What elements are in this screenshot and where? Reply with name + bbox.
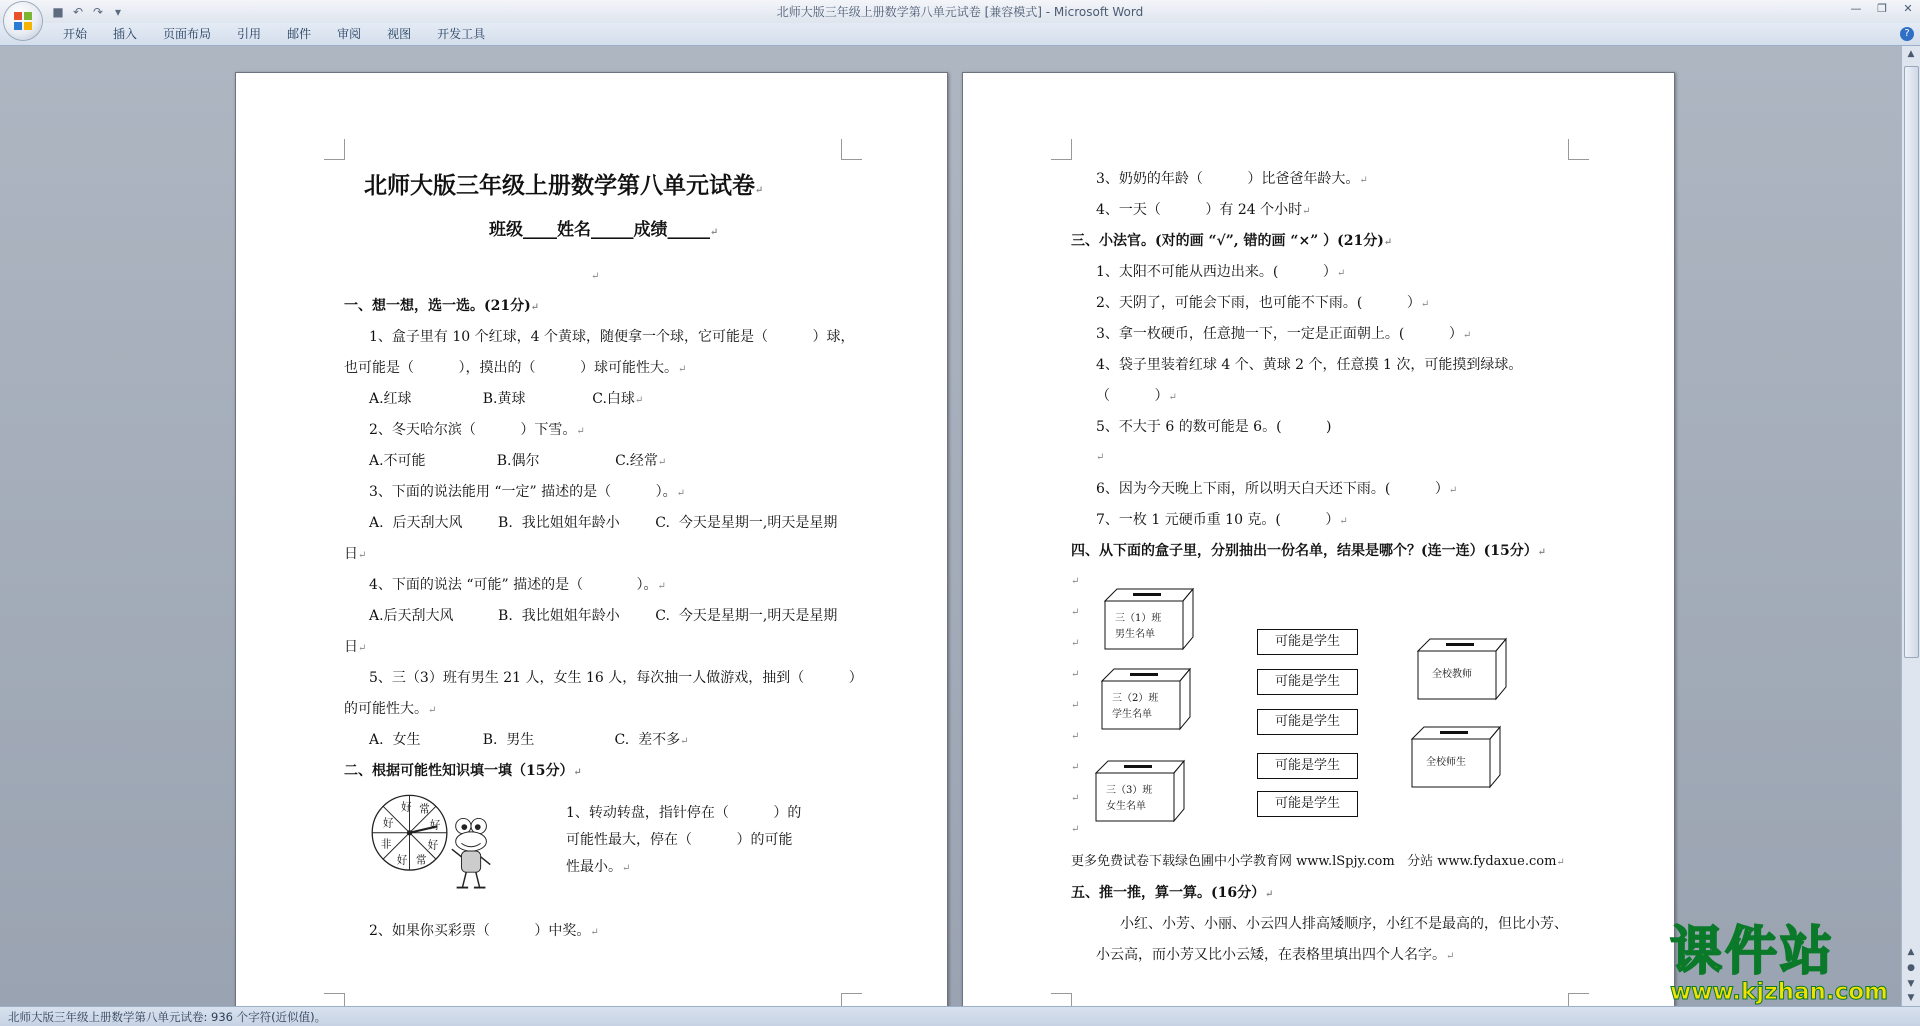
candidate-box: 可能是学生	[1257, 669, 1358, 695]
question-3-options-cont: 日↵	[344, 546, 367, 562]
box-label-line-1: 三（2）班	[1112, 693, 1159, 704]
crop-mark	[1568, 139, 1589, 160]
watermark-title: 课件站	[1670, 922, 1836, 982]
crop-mark	[1051, 139, 1072, 160]
question-5-options: A. 女生 B. 男生 C. 差不多↵	[369, 732, 689, 748]
ribbon	[0, 23, 1920, 46]
close-icon[interactable]: ✕	[1903, 2, 1913, 15]
judge-question-4-line-1: 4、袋子里装着红球 4 个、黄球 2 个，任意摸 1 次，可能摸到绿球。	[1096, 357, 1523, 373]
frog-cartoon-image	[448, 809, 496, 897]
office-logo-icon	[13, 11, 33, 31]
ballot-box-3	[1094, 759, 1186, 823]
window-controls	[1850, 2, 1914, 15]
section-5-heading: 五、推一推，算一算。(16分）↵	[1071, 885, 1274, 901]
section-1-heading: 一、想一想，选一选。(21分)↵	[344, 298, 540, 314]
question-2-options: A.不可能 B.偶尔 C.经常↵	[369, 453, 667, 469]
scroll-down-page-icon[interactable]: ▼	[1907, 979, 1915, 989]
tab-home[interactable]: 开始	[63, 27, 88, 41]
document-page-1[interactable]	[235, 72, 948, 1006]
wheel-label: 好	[427, 838, 439, 852]
ribbon-tabs	[50, 23, 498, 45]
judge-question-4-line-2: （ ）↵	[1096, 388, 1177, 404]
redo-icon[interactable]: ↷	[92, 5, 104, 19]
question-4-options-cont: 日↵	[344, 639, 367, 655]
box-label-line-1: 三（3）班	[1106, 785, 1153, 796]
wheel-label: 常	[415, 853, 427, 867]
judge-question-7: 7、一枚 1 元硬币重 10 克。( ）↵	[1096, 512, 1348, 528]
fill-question-1-line-1: 1、转动转盘，指针停在（ ）的	[566, 805, 802, 821]
paragraph-mark: ↵	[1071, 669, 1080, 680]
window-title: 北师大版三年级上册数学第八单元试卷 [兼容模式] - Microsoft Word	[776, 5, 1144, 19]
ballot-box-1	[1103, 587, 1195, 651]
paragraph-mark: ↵	[1071, 762, 1080, 773]
scroll-up-page-icon[interactable]: ▲	[1907, 947, 1915, 957]
scroll-thumb[interactable]	[1904, 66, 1919, 658]
crop-mark	[324, 993, 345, 1006]
tab-insert[interactable]: 插入	[113, 27, 138, 41]
watermark-url: www.kjzhan.com	[1670, 979, 1888, 1005]
undo-icon[interactable]: ↶	[72, 5, 84, 19]
spinner-wheel-image	[369, 781, 449, 877]
section-5-problem-line-2: 小云高，而小芳又比小云矮，在表格里填出四个人名字。↵	[1096, 947, 1455, 963]
restore-icon[interactable]: ❐	[1877, 2, 1887, 15]
candidate-box: 可能是学生	[1257, 791, 1358, 817]
office-button[interactable]	[4, 2, 42, 40]
question-4: 4、下面的说法 “可能” 描述的是（ ）。↵	[369, 577, 666, 593]
wheel-label: 好	[382, 816, 394, 830]
box-label-line-2: 男生名单	[1115, 629, 1155, 640]
paragraph-mark: ↵	[591, 271, 600, 282]
judge-question-2: 2、天阴了，可能会下雨，也可能不下雨。( ）↵	[1096, 295, 1430, 311]
section-2-heading: 二、根据可能性知识填一填（15分）↵	[344, 763, 582, 779]
scroll-up-icon[interactable]: ▲	[1907, 49, 1915, 59]
wheel-label: 好	[396, 853, 408, 867]
section-4-heading: 四、从下面的盒子里，分别抽出一份名单，结果是哪个？(连一连）(15分）↵	[1071, 543, 1547, 559]
fill-question-1-line-3: 性最小。↵	[566, 859, 631, 875]
fill-question-2: 2、如果你买彩票（ ）中奖。↵	[369, 923, 599, 939]
judge-question-3: 3、拿一枚硬币，任意抛一下，一定是正面朝上。( ）↵	[1096, 326, 1472, 342]
tab-references[interactable]: 引用	[237, 27, 262, 41]
question-3-options: A. 后天刮大风 B. 我比姐姐年龄小 C. 今天是星期一,明天是星期	[369, 515, 838, 531]
wheel-label: 好	[401, 800, 412, 814]
judge-question-5: 5、不大于 6 的数可能是 6。( )	[1096, 419, 1332, 435]
status-bar	[0, 1006, 1920, 1026]
fill-question-3: 3、奶奶的年龄（ ）比爸爸年龄大。↵	[1096, 171, 1368, 187]
paragraph-mark: ↵	[1071, 824, 1080, 835]
box-label-line-1: 全校师生	[1426, 757, 1466, 768]
tab-developer[interactable]: 开发工具	[437, 27, 486, 41]
word-count-status[interactable]: 北师大版三年级上册数学第八单元试卷: 936 个字符(近似值)。	[8, 1010, 327, 1024]
section-3-heading: 三、小法官。(对的画 “√”, 错的画 “×” ）(21分)↵	[1071, 233, 1393, 249]
candidate-box: 可能是学生	[1257, 753, 1358, 779]
doc-title: 北师大版三年级上册数学第八单元试卷↵	[364, 172, 764, 199]
tab-page-layout[interactable]: 页面布局	[163, 27, 212, 41]
crop-mark	[841, 993, 862, 1006]
fill-question-1-line-2: 可能性最大，停在（ ）的可能	[566, 832, 793, 848]
question-3: 3、下面的说法能用 “一定” 描述的是（ ）。↵	[369, 484, 686, 500]
fill-question-4: 4、一天（ ）有 24 个小时↵	[1096, 202, 1311, 218]
crop-mark	[1568, 993, 1589, 1006]
question-4-options: A.后天刮大风 B. 我比姐姐年龄小 C. 今天是星期一,明天是星期	[369, 608, 838, 624]
document-workspace[interactable]	[0, 46, 1902, 1006]
document-page-2[interactable]	[962, 72, 1675, 1006]
site-watermark	[1670, 924, 1902, 1006]
judge-question-1: 1、太阳不可能从西边出来。( ）↵	[1096, 264, 1346, 280]
wheel-label: 好	[429, 818, 441, 832]
title-bar	[0, 0, 1920, 23]
wheel-label: 非	[380, 837, 392, 851]
box-label-line-2: 女生名单	[1106, 801, 1146, 812]
ballot-box-2	[1100, 667, 1192, 731]
ballot-box-5	[1410, 725, 1502, 789]
judge-question-6: 6、因为今天晚上下雨，所以明天白天还下雨。( ）↵	[1096, 481, 1458, 497]
paragraph-mark: ↵	[1071, 731, 1080, 742]
paragraph-mark: ↵	[1071, 576, 1080, 587]
tab-view[interactable]: 视图	[387, 27, 412, 41]
question-1-line-2: 也可能是（ ），摸出的（ ）球可能性大。↵	[344, 360, 687, 376]
save-icon[interactable]: ■	[52, 5, 64, 19]
box-label-line-1: 全校教师	[1432, 669, 1472, 680]
minimize-icon[interactable]: —	[1850, 2, 1862, 15]
help-icon[interactable]: ?	[1900, 27, 1914, 41]
paragraph-mark: ↵	[1071, 793, 1080, 804]
question-5-line-1: 5、三（3）班有男生 21 人，女生 16 人，每次抽一人做游戏，抽到（ ）	[369, 670, 863, 686]
vertical-scrollbar[interactable]	[1901, 46, 1920, 1006]
paragraph-mark: ↵	[1071, 700, 1080, 711]
candidate-box: 可能是学生	[1257, 629, 1358, 655]
tab-mailings[interactable]: 邮件	[287, 27, 312, 41]
question-5-line-2: 的可能性大。↵	[344, 701, 437, 717]
box-label-line-1: 三（1）班	[1115, 613, 1162, 624]
paragraph-mark: ↵	[1096, 452, 1105, 463]
crop-mark	[324, 139, 345, 160]
paragraph-mark: ↵	[1071, 607, 1080, 618]
download-ad-line: 更多免费试卷下载绿色圃中小学教育网 www.lSpjy.com 分站 www.fydaxue.com↵	[1071, 854, 1565, 869]
crop-mark	[1051, 993, 1072, 1006]
doc-subtitle: 班级____姓名_____成绩_____↵	[489, 220, 719, 240]
question-2: 2、冬天哈尔滨（ ）下雪。↵	[369, 422, 585, 438]
box-label-line-2: 学生名单	[1112, 709, 1152, 720]
question-1-options: A.红球 B.黄球 C.白球↵	[369, 391, 644, 407]
scroll-down-icon[interactable]: ▼	[1907, 993, 1915, 1003]
select-browse-object-icon[interactable]: ●	[1907, 963, 1915, 973]
candidate-box: 可能是学生	[1257, 709, 1358, 735]
question-1-line-1: 1、盒子里有 10 个红球，4 个黄球，随便拿一个球，它可能是（ ）球，	[369, 329, 855, 345]
tab-review[interactable]: 审阅	[337, 27, 362, 41]
wheel-label: 常	[419, 802, 430, 816]
ballot-box-4	[1416, 637, 1508, 701]
customize-icon[interactable]: ▾	[114, 5, 122, 19]
section-5-problem-line-1: 小红、小芳、小丽、小云四人排高矮顺序，小红不是最高的，但比小芳、	[1120, 916, 1568, 932]
paragraph-mark: ↵	[1071, 638, 1080, 649]
crop-mark	[841, 139, 862, 160]
